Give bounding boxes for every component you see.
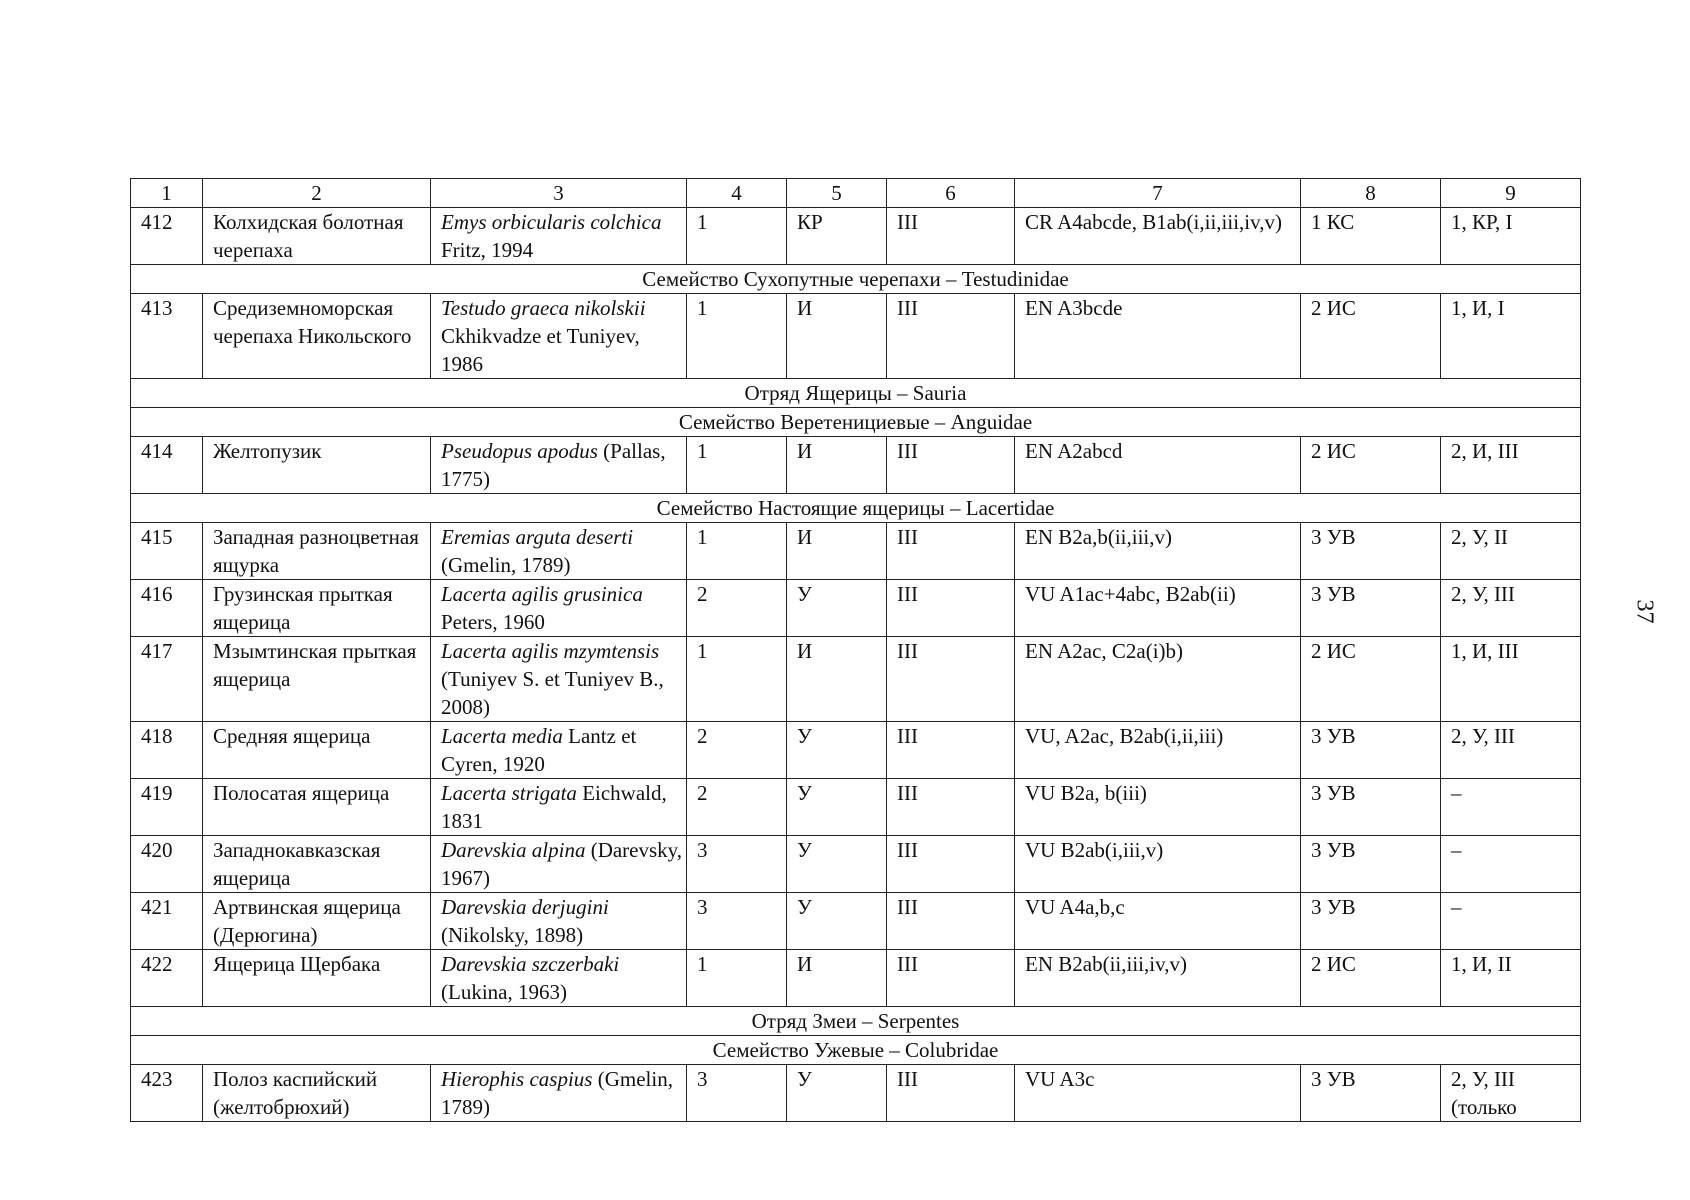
column-4-value: 1 (687, 637, 787, 722)
species-number: 417 (131, 637, 203, 722)
species-number: 421 (131, 893, 203, 950)
status-category: КР (787, 208, 887, 265)
russian-name: Грузинская прыткая ящерица (203, 580, 431, 637)
taxon-heading-row (131, 265, 1581, 294)
status-category: У (787, 779, 887, 836)
table-row (131, 836, 1581, 893)
species-number: 423 (131, 1065, 203, 1122)
scientific-name-cell (431, 208, 687, 265)
column-9-value: – (1441, 893, 1581, 950)
latin-name: Emys orbicularis colchica (441, 210, 662, 234)
latin-name: Testudo graeca nikolskii (441, 296, 646, 320)
column-6-value: III (887, 580, 1015, 637)
column-6-value: III (887, 836, 1015, 893)
scientific-name-cell (431, 1065, 687, 1122)
status-category: У (787, 836, 887, 893)
iucn-criteria: EN A3bcde (1015, 294, 1301, 379)
iucn-criteria: EN B2a,b(ii,iii,v) (1015, 523, 1301, 580)
russian-name: Полосатая ящерица (203, 779, 431, 836)
column-4-value: 1 (687, 950, 787, 1007)
russian-name: Западнокавказская ящерица (203, 836, 431, 893)
iucn-criteria: VU A1ac+4abc, B2ab(ii) (1015, 580, 1301, 637)
russian-name: Средиземноморская черепаха Никольского (203, 294, 431, 379)
column-number: 5 (787, 179, 887, 208)
column-9-value: 1, И, III (1441, 637, 1581, 722)
russian-name: Западная разноцветная ящурка (203, 523, 431, 580)
taxon-heading: Семейство Сухопутные черепахи – Testudinidae (131, 265, 1581, 294)
iucn-criteria: VU B2ab(i,iii,v) (1015, 836, 1301, 893)
taxon-heading: Семейство Настоящие ящерицы – Lacertidae (131, 494, 1581, 523)
table-row (131, 779, 1581, 836)
column-6-value: III (887, 437, 1015, 494)
species-number: 412 (131, 208, 203, 265)
taxon-heading: Отряд Змеи – Serpentes (131, 1007, 1581, 1036)
column-4-value: 3 (687, 893, 787, 950)
table-row (131, 437, 1581, 494)
russian-name: Мзымтинская прыткая ящерица (203, 637, 431, 722)
iucn-criteria: EN A2abcd (1015, 437, 1301, 494)
scientific-name-cell (431, 950, 687, 1007)
taxon-author: (Darevsky, 1967) (441, 838, 683, 890)
species-number: 416 (131, 580, 203, 637)
column-4-value: 1 (687, 437, 787, 494)
species-number: 413 (131, 294, 203, 379)
species-number: 420 (131, 836, 203, 893)
column-6-value: III (887, 523, 1015, 580)
status-category: У (787, 722, 887, 779)
column-9-value: 2, У, III (1441, 580, 1581, 637)
column-4-value: 3 (687, 1065, 787, 1122)
column-4-value: 2 (687, 779, 787, 836)
scientific-name-cell (431, 523, 687, 580)
column-6-value: III (887, 893, 1015, 950)
species-number: 418 (131, 722, 203, 779)
column-4-value: 2 (687, 580, 787, 637)
column-8-value: 2 ИС (1301, 950, 1441, 1007)
scientific-name-cell (431, 437, 687, 494)
russian-name: Колхидская болотная черепаха (203, 208, 431, 265)
column-8-value: 3 УВ (1301, 836, 1441, 893)
column-6-value: III (887, 1065, 1015, 1122)
column-number: 6 (887, 179, 1015, 208)
taxon-heading: Семейство Ужевые – Colubridae (131, 1036, 1581, 1065)
table-row (131, 580, 1581, 637)
table-row (131, 1065, 1581, 1122)
scientific-name-cell (431, 294, 687, 379)
column-4-value: 1 (687, 208, 787, 265)
species-number: 414 (131, 437, 203, 494)
iucn-criteria: EN B2ab(ii,iii,iv,v) (1015, 950, 1301, 1007)
column-number-row (131, 179, 1581, 208)
column-number: 8 (1301, 179, 1441, 208)
status-category: И (787, 637, 887, 722)
column-9-value: 1, И, II (1441, 950, 1581, 1007)
status-category: И (787, 294, 887, 379)
page-number: 37 (1631, 599, 1658, 624)
taxon-heading-row (131, 379, 1581, 408)
species-number: 415 (131, 523, 203, 580)
column-6-value: III (887, 294, 1015, 379)
column-number: 4 (687, 179, 787, 208)
column-6-value: III (887, 208, 1015, 265)
column-4-value: 2 (687, 722, 787, 779)
status-category: У (787, 580, 887, 637)
russian-name: Артвинская ящерица (Дерюгина) (203, 893, 431, 950)
table-row (131, 523, 1581, 580)
latin-name: Darevskia alpina (441, 838, 586, 862)
latin-name: Lacerta media (441, 724, 563, 748)
taxon-author: Ckhikvadze et Tuniyev, 1986 (441, 324, 640, 376)
column-6-value: III (887, 637, 1015, 722)
latin-name: Hierophis caspius (441, 1067, 593, 1091)
column-9-value: 2, У, III (1441, 722, 1581, 779)
status-category: У (787, 893, 887, 950)
column-8-value: 3 УВ (1301, 1065, 1441, 1122)
column-8-value: 1 КС (1301, 208, 1441, 265)
latin-name: Darevskia szczerbaki (441, 952, 620, 976)
status-category: И (787, 523, 887, 580)
column-4-value: 1 (687, 294, 787, 379)
table-row (131, 893, 1581, 950)
table-row (131, 208, 1581, 265)
taxon-heading: Семейство Веретенициевые – Anguidae (131, 408, 1581, 437)
latin-name: Lacerta strigata (441, 781, 577, 805)
latin-name: Eremias arguta deserti (441, 525, 634, 549)
column-9-value: 2, И, III (1441, 437, 1581, 494)
taxon-author: Peters, 1960 (441, 610, 545, 634)
taxon-heading-row (131, 1007, 1581, 1036)
table-body (131, 179, 1581, 1122)
latin-name: Darevskia derjugini (441, 895, 609, 919)
column-8-value: 2 ИС (1301, 294, 1441, 379)
column-9-value: – (1441, 836, 1581, 893)
iucn-criteria: CR A4abcde, B1ab(i,ii,iii,iv,v) (1015, 208, 1301, 265)
species-number: 419 (131, 779, 203, 836)
table-row (131, 950, 1581, 1007)
column-6-value: III (887, 950, 1015, 1007)
column-9-value: 1, И, I (1441, 294, 1581, 379)
column-6-value: III (887, 779, 1015, 836)
taxon-author: Eichwald, 1831 (441, 781, 667, 833)
latin-name: Lacerta agilis grusinica (441, 582, 643, 606)
taxon-author: (Gmelin, 1789) (441, 553, 571, 577)
status-category: И (787, 437, 887, 494)
column-9-value: – (1441, 779, 1581, 836)
taxon-author: (Gmelin, 1789) (441, 1067, 673, 1119)
iucn-criteria: VU A4a,b,c (1015, 893, 1301, 950)
column-number: 7 (1015, 179, 1301, 208)
column-8-value: 3 УВ (1301, 779, 1441, 836)
taxon-heading-row (131, 494, 1581, 523)
russian-name: Желтопузик (203, 437, 431, 494)
scientific-name-cell (431, 580, 687, 637)
taxon-author: (Pallas, 1775) (441, 439, 666, 491)
taxon-heading: Отряд Ящерицы – Sauria (131, 379, 1581, 408)
scientific-name-cell (431, 893, 687, 950)
column-4-value: 3 (687, 836, 787, 893)
taxon-heading-row (131, 408, 1581, 437)
table-row (131, 294, 1581, 379)
iucn-criteria: EN A2ac, C2a(i)b) (1015, 637, 1301, 722)
taxon-author: Lantz et Cyren, 1920 (441, 724, 637, 776)
scientific-name-cell (431, 637, 687, 722)
column-6-value: III (887, 722, 1015, 779)
column-4-value: 1 (687, 523, 787, 580)
scientific-name-cell (431, 779, 687, 836)
iucn-criteria: VU B2a, b(iii) (1015, 779, 1301, 836)
russian-name: Средняя ящерица (203, 722, 431, 779)
column-8-value: 3 УВ (1301, 523, 1441, 580)
table-row (131, 637, 1581, 722)
status-category: И (787, 950, 887, 1007)
table-row (131, 722, 1581, 779)
scientific-name-cell (431, 836, 687, 893)
russian-name: Полоз каспийский (желтобрюхий) (203, 1065, 431, 1122)
column-8-value: 3 УВ (1301, 580, 1441, 637)
column-8-value: 2 ИС (1301, 437, 1441, 494)
column-8-value: 3 УВ (1301, 893, 1441, 950)
column-9-value: 1, КР, I (1441, 208, 1581, 265)
column-number: 1 (131, 179, 203, 208)
column-9-value: 2, У, II (1441, 523, 1581, 580)
latin-name: Pseudopus apodus (441, 439, 598, 463)
taxon-author: (Nikolsky, 1898) (441, 923, 584, 947)
iucn-criteria: VU, A2ac, B2ab(i,ii,iii) (1015, 722, 1301, 779)
taxon-author: (Tuniyev S. et Tuniyev B., 2008) (441, 667, 664, 719)
species-number: 422 (131, 950, 203, 1007)
column-number: 3 (431, 179, 687, 208)
red-book-table (130, 178, 1581, 1122)
taxon-author: Fritz, 1994 (441, 238, 534, 262)
status-category: У (787, 1065, 887, 1122)
iucn-criteria: VU A3c (1015, 1065, 1301, 1122)
column-8-value: 3 УВ (1301, 722, 1441, 779)
column-number: 9 (1441, 179, 1581, 208)
scientific-name-cell (431, 722, 687, 779)
column-9-value: 2, У, III (только (1441, 1065, 1581, 1122)
column-8-value: 2 ИС (1301, 637, 1441, 722)
column-number: 2 (203, 179, 431, 208)
taxon-heading-row (131, 1036, 1581, 1065)
latin-name: Lacerta agilis mzymtensis (441, 639, 660, 663)
russian-name: Ящерица Щербака (203, 950, 431, 1007)
taxon-author: (Lukina, 1963) (441, 980, 567, 1004)
